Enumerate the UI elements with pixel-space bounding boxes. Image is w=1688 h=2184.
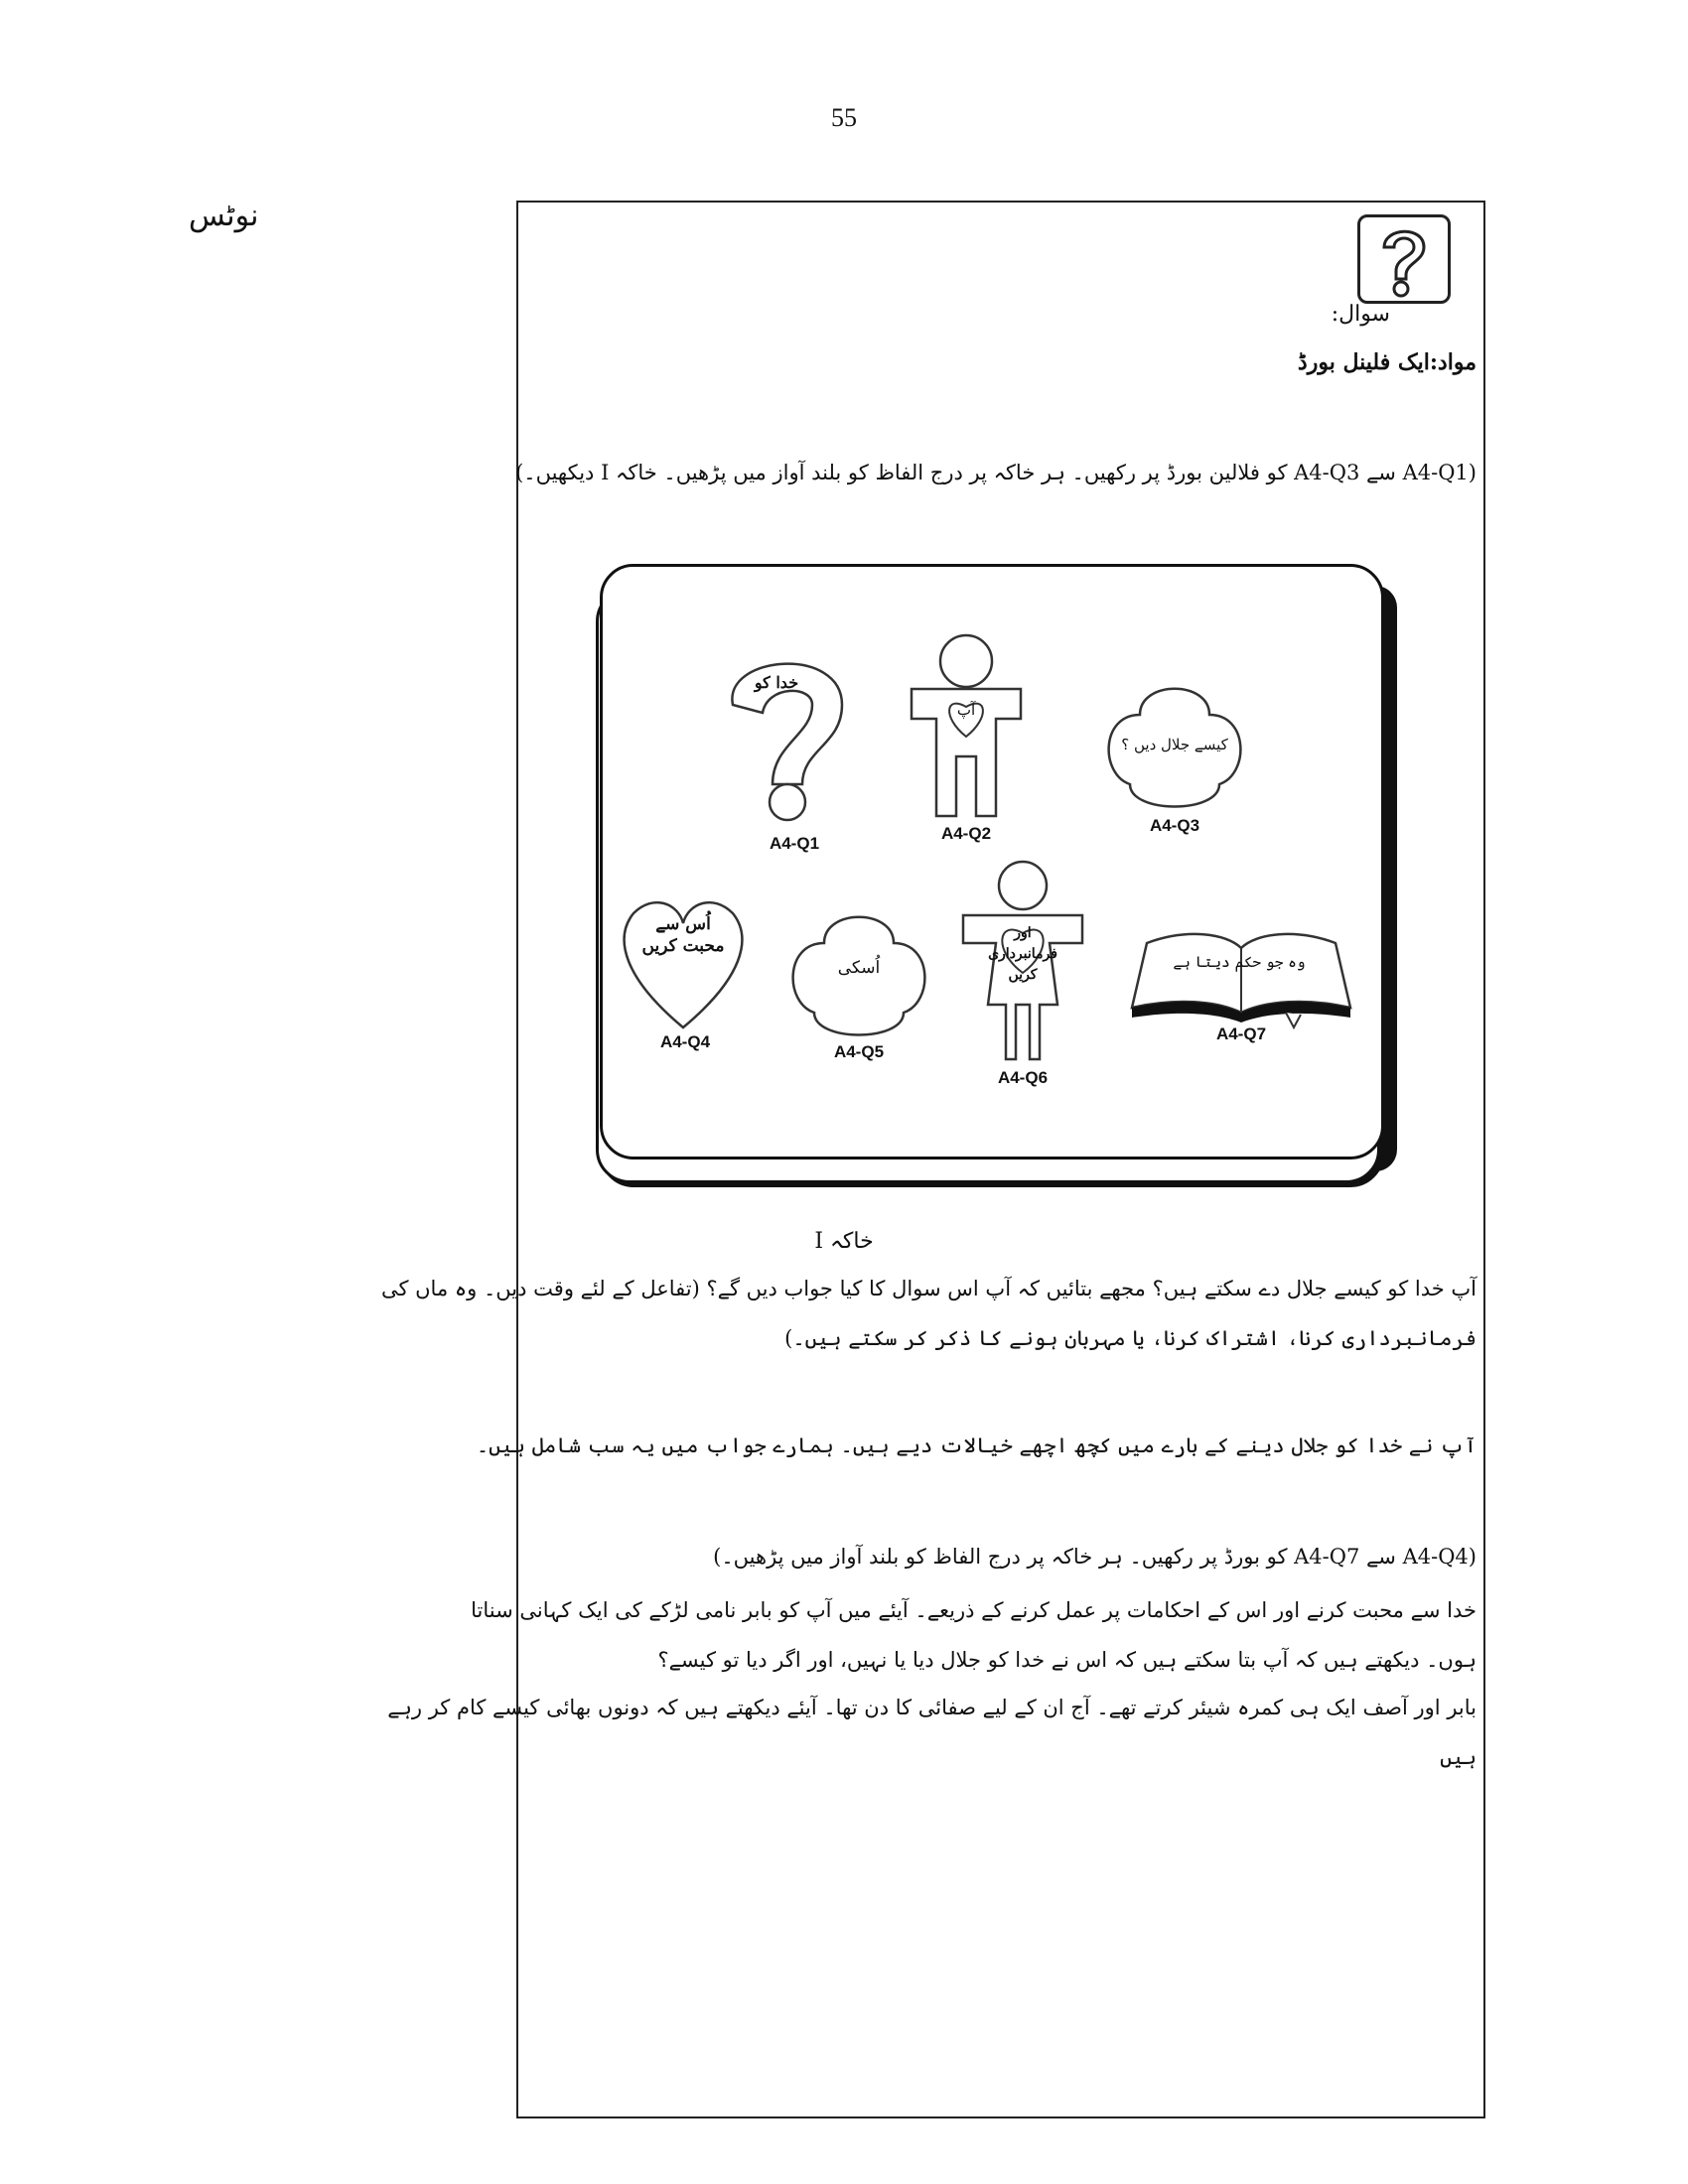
- page-number: 55: [831, 103, 857, 132]
- materials-line: مواد:ایک فلینل بورڈ: [1297, 349, 1477, 375]
- figure-text-q5: اُسکی: [837, 958, 881, 978]
- figure-code-q2: A4-Q2: [940, 824, 992, 843]
- side-note-label: نوٹس: [189, 199, 259, 233]
- paragraph-4-line-2: ہوں۔ دیکھتے ہیں کہ آپ بتا سکتے ہیں کہ اس نے خدا کو جلال دیا یا نہیں، اور اگر دیا تو کیسے؟: [657, 1648, 1477, 1672]
- figure-code-q4: A4-Q4: [659, 1032, 711, 1051]
- figure-heart: [614, 888, 753, 1037]
- figure-text-q6: اور فرمانبرداری کریں: [988, 925, 1057, 983]
- figure-code-q6: A4-Q6: [997, 1068, 1049, 1087]
- paragraph-1-line-2: فرمانبرداری کرنا، اشتراک کرنا، یا مہربان ہونے کا ذکر کر سکتے ہیں۔): [784, 1326, 1477, 1350]
- instruction-1: (A4-Q1 سے A4-Q3 کو فلالین بورڈ پر رکھیں۔ ہر خاکہ پر درج الفاظ کو بلند آواز میں پڑھیں۔ خاکہ I دیکھیں۔): [515, 461, 1477, 484]
- figure-text-q1: خدا کو: [754, 673, 799, 692]
- figure-book: [1127, 923, 1355, 1032]
- figure-text-q7: وہ جو حکم دیتا ہے: [1173, 953, 1306, 971]
- figure-question-mark: [723, 645, 852, 824]
- figure-code-q3: A4-Q3: [1149, 816, 1200, 835]
- question-mark-icon: [1357, 214, 1451, 304]
- figure-code-q7: A4-Q7: [1215, 1024, 1267, 1043]
- paragraph-4-line-1: خدا سے محبت کرنے اور اس کے احکامات پر عمل کرنے کے ذریعے۔ آیئے میں آپ کو بابر نامی لڑکے کی ایک کہانی سناتا: [471, 1598, 1477, 1622]
- question-label: سوال:: [1331, 302, 1390, 327]
- figure-code-q1: A4-Q1: [769, 834, 820, 853]
- paragraph-5-line-2: ہیں: [1440, 1745, 1477, 1769]
- figure-text-q3: کیسے جلال دیں ؟: [1121, 736, 1228, 753]
- paragraph-2: آپ نے خدا کو جلال دینے کے بارے میں کچھ اچھے خیالات دیے ہیں۔ ہمارے جواب میں یہ سب شامل ہیں۔: [476, 1433, 1477, 1457]
- paragraph-1-line-1: آپ خدا کو کیسے جلال دے سکتے ہیں؟ مجھے بتائیں کہ آپ اس سوال کا کیا جواب دیں گے؟ (تفاعل کے لئے وقت دیں۔ وہ ماں کی: [380, 1277, 1477, 1300]
- figure-code-q5: A4-Q5: [833, 1042, 885, 1061]
- figure-text-q4: اُس سے محبت کریں: [641, 914, 725, 957]
- figure-person: [902, 627, 1031, 826]
- paragraph-5-line-1: بابر اور آصف ایک ہی کمرہ شیئر کرتے تھے۔ آج ان کے لیے صفائی کا دن تھا۔ آیئے دیکھتے ہیں کہ دونوں بھائی کیسے کام کر رہے: [387, 1696, 1477, 1719]
- figure-caption: خاکہ I: [814, 1229, 874, 1254]
- paragraph-3: (A4-Q4 سے A4-Q7 کو بورڈ پر رکھیں۔ ہر خاکہ پر درج الفاظ کو بلند آواز میں پڑھیں۔): [713, 1545, 1477, 1569]
- figure-text-q2: آپ: [956, 701, 976, 719]
